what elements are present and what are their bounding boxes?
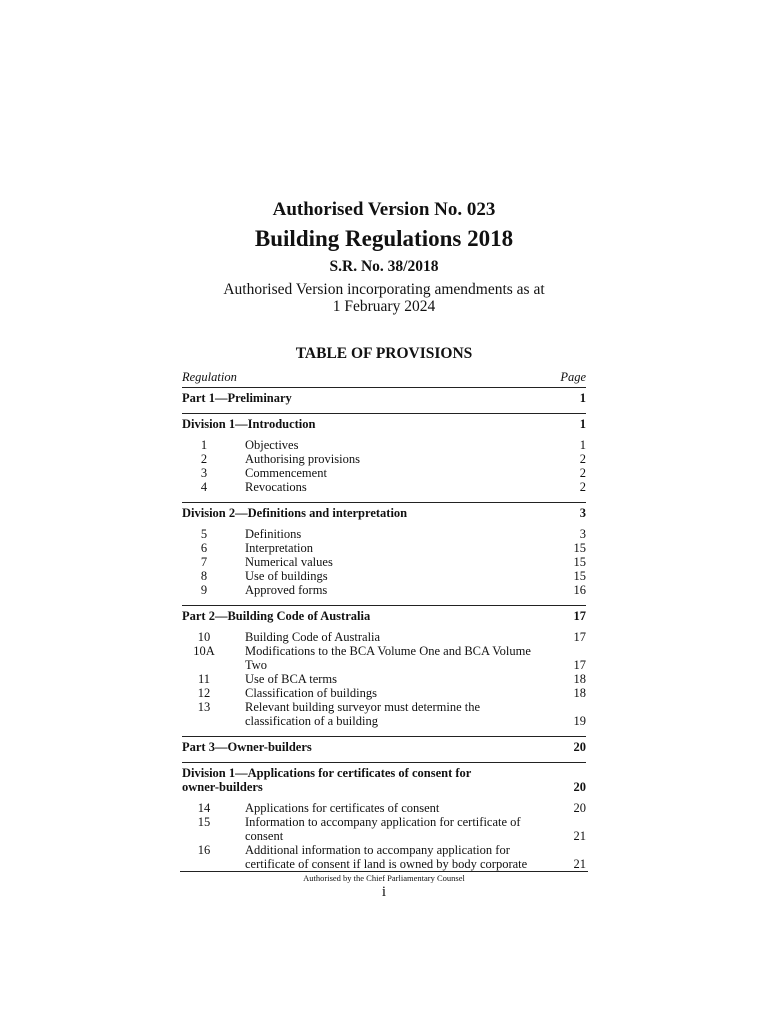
entry-page: 3 — [579, 527, 586, 541]
heading-text-line-1: Division 1—Applications for certificates of consent for — [182, 766, 472, 780]
entry-number: 11 — [197, 672, 211, 686]
column-regulation: Regulation — [182, 370, 237, 384]
entry-text: Revocations — [245, 480, 307, 494]
toc-heading-division-1[interactable] — [182, 413, 586, 438]
entry-text-line-1: Additional information to accompany application for — [245, 843, 510, 857]
entry-text: Use of BCA terms — [245, 672, 338, 686]
entry-number: 2 — [200, 452, 208, 466]
entry-text-line-2: certificate of consent if land is owned by body corporate — [245, 857, 528, 871]
footer-divider — [180, 871, 588, 872]
entry-page: 19 — [573, 714, 586, 728]
toc-entry[interactable] — [182, 452, 586, 466]
entry-text: Authorising provisions — [245, 452, 360, 466]
table-of-provisions — [182, 368, 586, 871]
toc-entry[interactable] — [182, 843, 586, 871]
entry-number: 10A — [193, 644, 215, 658]
entry-number: 5 — [200, 527, 208, 541]
toc-title: TABLE OF PROVISIONS — [295, 345, 473, 362]
entry-page: 17 — [573, 630, 586, 644]
entry-number: 15 — [197, 815, 211, 829]
entry-number: 9 — [200, 583, 208, 597]
entry-text-line-2: Two — [245, 658, 268, 672]
entry-text: Building Code of Australia — [245, 630, 381, 644]
entry-text: Approved forms — [245, 583, 328, 597]
entry-number: 16 — [197, 843, 211, 857]
toc-entry[interactable] — [182, 700, 586, 728]
entry-page: 15 — [573, 569, 586, 583]
entry-page: 15 — [573, 541, 586, 555]
page-number: i — [381, 884, 387, 900]
entry-number: 1 — [200, 438, 208, 452]
heading-text: Division 1—Introduction — [182, 417, 316, 431]
heading-page: 20 — [573, 780, 586, 794]
incorporating-line-2: 1 February 2024 — [332, 298, 436, 315]
entry-text-line-2: classification of a building — [245, 714, 378, 728]
toc-entry[interactable] — [182, 480, 586, 494]
toc-column-headers — [182, 368, 586, 386]
toc-entry[interactable] — [182, 672, 586, 686]
entry-number: 4 — [200, 480, 208, 494]
column-page: Page — [560, 370, 586, 384]
entry-text — [245, 815, 546, 843]
entry-page: 18 — [573, 672, 586, 686]
entry-text: Applications for certificates of consent — [245, 801, 440, 815]
entry-page: 17 — [573, 658, 586, 672]
toc-entry[interactable] — [182, 644, 586, 672]
entry-text-line-1: Relevant building surveyor must determine the — [245, 700, 481, 714]
entry-text — [245, 700, 546, 728]
toc-entry[interactable] — [182, 541, 586, 555]
entry-number: 6 — [200, 541, 208, 555]
heading-page: 1 — [579, 417, 586, 431]
entry-number: 3 — [200, 466, 208, 480]
toc-entry[interactable] — [182, 569, 586, 583]
heading-page: 3 — [579, 506, 586, 520]
entry-text: Definitions — [245, 527, 302, 541]
heading-page: 1 — [579, 391, 586, 405]
toc-entry[interactable] — [182, 801, 586, 815]
heading-page: 20 — [573, 740, 586, 754]
heading-text-line-2: owner-builders — [182, 780, 263, 794]
regulation-title: Building Regulations 2018 — [254, 226, 514, 251]
heading-text: Division 2—Definitions and interpretation — [182, 506, 408, 520]
toc-heading-part-3-division-1[interactable] — [182, 762, 586, 801]
entry-text: Use of buildings — [245, 569, 328, 583]
entry-page: 15 — [573, 555, 586, 569]
entry-text — [245, 644, 546, 672]
entry-page: 2 — [579, 466, 586, 480]
entry-page: 21 — [573, 829, 586, 843]
entry-text: Classification of buildings — [245, 686, 377, 700]
entry-text — [245, 843, 546, 871]
entry-number: 10 — [197, 630, 211, 644]
incorporating-amendments — [0, 281, 768, 315]
entry-text-line-1: Information to accompany application for certificate of — [245, 815, 521, 829]
entry-text: Objectives — [245, 438, 299, 452]
entry-page: 18 — [573, 686, 586, 700]
heading-text: Part 3—Owner-builders — [182, 740, 312, 754]
entry-text: Commencement — [245, 466, 327, 480]
toc-entry[interactable] — [182, 555, 586, 569]
entry-number: 7 — [200, 555, 208, 569]
toc-heading-part-2[interactable] — [182, 605, 586, 630]
heading-text: Part 1—Preliminary — [182, 391, 292, 405]
heading-text — [182, 766, 556, 794]
heading-page: 17 — [573, 609, 586, 623]
entry-page: 21 — [573, 857, 586, 871]
entry-page: 2 — [579, 480, 586, 494]
entry-number: 14 — [197, 801, 211, 815]
entry-page: 20 — [573, 801, 586, 815]
entry-page: 2 — [579, 452, 586, 466]
footer-authorised-by: Authorised by the Chief Parliamentary Counsel — [303, 873, 465, 883]
toc-entry[interactable] — [182, 686, 586, 700]
entry-text-line-1: Modifications to the BCA Volume One and BCA Volume — [245, 644, 531, 658]
entry-text: Numerical values — [245, 555, 333, 569]
toc-entry[interactable] — [182, 438, 586, 452]
heading-text: Part 2—Building Code of Australia — [182, 609, 371, 623]
entry-page: 16 — [573, 583, 586, 597]
toc-entry[interactable] — [182, 583, 586, 597]
entry-number: 13 — [197, 700, 211, 714]
entry-text: Interpretation — [245, 541, 314, 555]
toc-entry[interactable] — [182, 527, 586, 541]
toc-heading-part-3[interactable] — [182, 736, 586, 761]
toc-heading-division-2[interactable] — [182, 502, 586, 527]
toc-entry[interactable] — [182, 630, 586, 644]
sr-number: S.R. No. 38/2018 — [329, 258, 439, 275]
entry-page: 1 — [579, 438, 586, 452]
toc-entry[interactable] — [182, 815, 586, 843]
entry-number: 8 — [200, 569, 208, 583]
entry-number: 12 — [197, 686, 211, 700]
incorporating-line-1: Authorised Version incorporating amendments as at — [223, 281, 545, 298]
authorised-version-number: Authorised Version No. 023 — [272, 199, 496, 220]
toc-entry[interactable] — [182, 466, 586, 480]
entry-text-line-2: consent — [245, 829, 284, 843]
toc-heading-part-1[interactable] — [182, 387, 586, 412]
